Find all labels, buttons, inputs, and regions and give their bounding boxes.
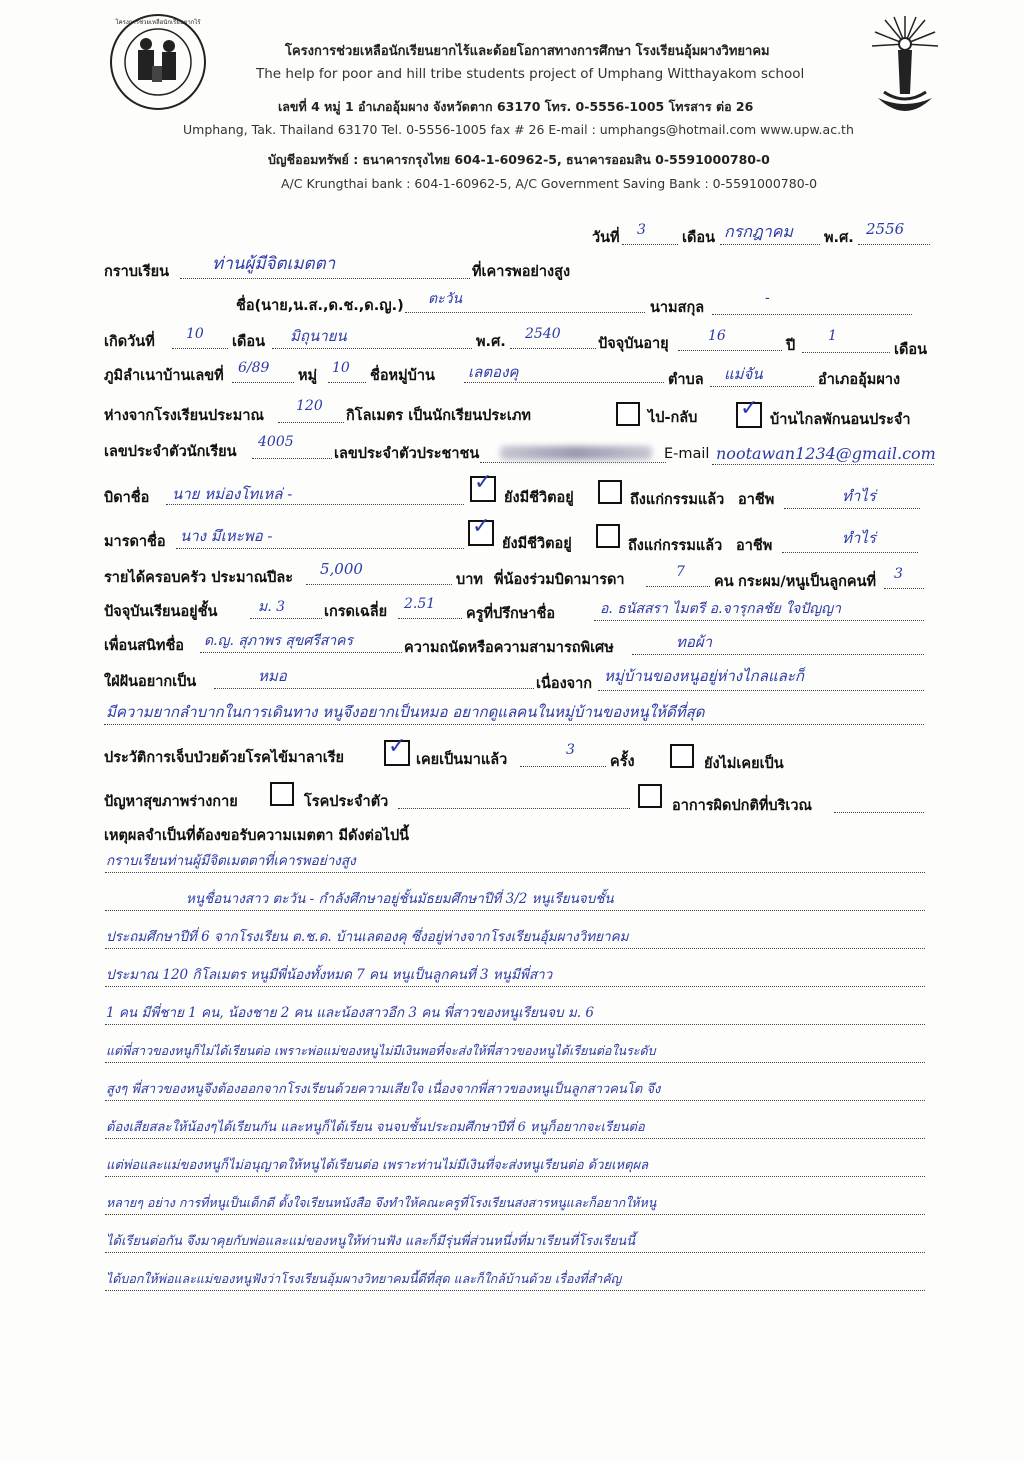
abnormal-label: อาการผิดปกติที่บริเวณ (672, 798, 812, 814)
birth-day-label: เกิดวันที่ (104, 334, 155, 350)
advisor-label: ครูที่ปรึกษาชื่อ (466, 606, 556, 622)
home-no: 6/89 (238, 360, 270, 376)
age-years: 16 (708, 328, 726, 344)
order-label: กระผม/หนูเป็นลูกคนที่ (738, 574, 877, 590)
birth-month: มิถุนายน (290, 327, 347, 345)
essay-line: ประถมศึกษาปีที่ 6 จากโรงเรียน ต.ช.ด. บ้านเลตองคุ ซึ่งอยู่ห่างจากโรงเรียนอุ้มผางวิทยาคม (106, 929, 629, 945)
distance-value: 120 (296, 398, 323, 414)
father-deceased-checkbox[interactable] (598, 480, 622, 504)
school-project-logo (108, 12, 208, 112)
chronic-checkbox[interactable] (270, 782, 294, 806)
header-bank-en: A/C Krungthai bank : 604-1-60962-5, A/C Government Saving Bank : 0-5591000780-0 (281, 176, 818, 191)
month-value: กรกฎาคม (724, 222, 793, 241)
essay-line: หลายๆ อย่าง การที่หนูเป็นเด็กดี ตั้งใจเรียนหนังสือ จึงทำให้คณะครูที่โรงเรียนสงสารหนูและก็อยากให้หนู (106, 1195, 657, 1210)
email-value: nootawan1234@gmail.com (716, 444, 936, 463)
check-mark-icon: ✓ (472, 514, 491, 539)
father-alive-label: ยังมีชีวิตอยู่ (504, 490, 574, 506)
check-mark-icon: ✓ (388, 734, 407, 759)
mother-job-label: อาชีพ (736, 538, 773, 554)
commute-label: ไป-กลับ (648, 410, 698, 426)
surname-value: - (765, 290, 770, 306)
father-deceased-label: ถึงแก่กรรมแล้ว (630, 492, 725, 508)
header-title-th: โครงการช่วยเหลือนักเรียนยากไร้และด้อยโอกาสทางการศึกษา โรงเรียนอุ้มผางวิทยาคม (285, 44, 770, 59)
malaria-no-checkbox[interactable] (670, 744, 694, 768)
name-value: ตะวัน (428, 291, 463, 307)
malaria-times: 3 (566, 742, 575, 758)
header-address-en: Umphang, Tak. Thailand 63170 Tel. 0-5556-1005 fax # 26 E-mail : umphangs@hotmail.com www.upw.ac.th (183, 122, 854, 137)
essay-line: ประมาณ 120 กิโลเมตร หนูมีพี่น้องทั้งหมด 7 คน หนูเป็นลูกคนที่ 3 หนูมีพี่สาว (106, 967, 553, 983)
malaria-no-label: ยังไม่เคยเป็น (704, 756, 784, 772)
surname-label: นามสกุล (650, 300, 705, 316)
check-mark-icon: ✓ (740, 396, 759, 421)
dear-value: ท่านผู้มีจิตเมตตา (212, 254, 336, 274)
persons-label: คน (714, 574, 734, 590)
because-line-2: มีความยากลำบากในการเดินทาง หนูจึงอยากเป็นหมอ อยากดูแลคนในหมู่บ้านของหนูให้ดีที่สุด (106, 703, 705, 721)
abnormal-checkbox[interactable] (638, 784, 662, 808)
times-label: ครั้ง (610, 754, 635, 770)
malaria-yes-checkbox[interactable] (384, 734, 410, 766)
health-label: ปัญหาสุขภาพร่างกาย (104, 794, 238, 810)
header-bank-th: บัญชีออมทรัพย์ : ธนาคารกรุงไทย 604-1-60962-5, ธนาคารออมสิน 0-5591000780-0 (268, 152, 770, 167)
header-title-en: The help for poor and hill tribe students project of Umphang Witthayakom school (256, 66, 805, 82)
because-label: เนื่องจาก (536, 676, 593, 692)
essay-line: ได้เรียนต่อกัน จึงมาคุยกับพ่อและแม่ของหนูให้ท่านฟัง และก็มีรุ่นพี่ส่วนหนึ่งที่มาเรียนที่โรงเรียนนี้ (106, 1234, 636, 1249)
school-emblem-logo (870, 14, 940, 124)
boarding-checkbox[interactable] (736, 396, 762, 428)
date-label: วันที่ (592, 230, 620, 246)
km-label: กิโลเมตร เป็นนักเรียนประเภท (346, 408, 531, 424)
home-label: ภูมิลำเนาบ้านเลขที่ (104, 368, 224, 384)
mother-value: นาง มึเหะพอ - (180, 527, 273, 545)
email-label: E-mail (664, 446, 710, 462)
years-label: ปี (786, 338, 796, 354)
mother-label: มารดาชื่อ (104, 534, 166, 550)
essay-line: ได้บอกให้พ่อและแม่ของหนูฟังว่าโรงเรียนอุ้มผางวิทยาคมนี้ดีที่สุด และก็ใกล้บ้านด้วย เรื่องที่สำคัญ (106, 1271, 622, 1286)
father-job-label: อาชีพ (738, 492, 775, 508)
dear-label: กราบเรียน (104, 264, 170, 280)
months-label: เดือน (894, 342, 927, 358)
distance-label: ห่างจากโรงเรียนประมาณ (104, 408, 264, 424)
advisor-value: อ. ธนัสสรา ไมตรี อ.จารุกลชัย ใจปัญญา (600, 601, 841, 617)
date-value: 3 (637, 222, 646, 238)
chronic-label: โรคประจำตัว (304, 794, 389, 810)
essay-line: 1 คน มีพี่ชาย 1 คน, น้องชาย 2 คน และน้องสาวอีก 3 คน พี่สาวของหนูเรียนจบ ม. 6 (106, 1005, 594, 1021)
siblings-value: 7 (676, 564, 685, 580)
essay-line: ต้องเสียสละให้น้องๆได้เรียนกัน และหนูก็ได้เรียน จนจบชั้นประถมศึกษาปีที่ 6 หนูก็อยากจะเรียนต่อ (106, 1120, 645, 1135)
student-id-label: เลขประจำตัวนักเรียน (104, 444, 237, 460)
citizen-id-redacted (500, 446, 652, 460)
father-alive-checkbox[interactable] (470, 470, 496, 502)
father-value: นาย หม่องโทเหล่ - (172, 485, 293, 503)
check-mark-icon: ✓ (474, 470, 493, 495)
father-label: บิดาชื่อ (104, 490, 150, 506)
svg-text:โครงการช่วยเหลือนักเรียนยากไร้: โครงการช่วยเหลือนักเรียนยากไร้ (115, 19, 201, 26)
talent-value: ทอผ้า (676, 633, 713, 651)
birth-day: 10 (186, 326, 204, 342)
reason-label: เหตุผลจำเป็นที่ต้องขอรับความเมตตา มีดังต่อไปนี้ (104, 828, 410, 844)
district-label: อำเภออุ้มผาง (818, 372, 901, 388)
dream-label: ใฝ่ฝันอยากเป็น (104, 674, 197, 690)
malaria-label: ประวัติการเจ็บป่วยด้วยโรคไข้มาลาเรีย (104, 750, 345, 766)
year-label: พ.ศ. (824, 230, 854, 246)
age-label: ปัจจุบันอายุ (598, 336, 669, 352)
essay-line: สูงๆ พี่สาวของหนูจึงต้องออกจากโรงเรียนด้วยความเสียใจ เนื่องจากพี่สาวของหนูเป็นลูกสาวคนโต จึง (106, 1082, 661, 1097)
talent-label: ความถนัดหรือความสามารถพิเศษ (404, 640, 614, 656)
siblings-label: พี่น้องร่วมบิดามารดา (494, 572, 625, 588)
essay-line: แต่พ่อและแม่ของหนูก็ไม่อนุญาตให้หนูได้เรียนต่อ เพราะท่านไม่มีเงินที่จะส่งหนูเรียนต่อ ด้วยเหตุผล (106, 1158, 649, 1173)
boarding-label: บ้านไกลพักนอนประจำ (770, 412, 911, 428)
village-label: ชื่อหมู่บ้าน (370, 368, 435, 384)
order-value: 3 (894, 566, 903, 582)
birth-month-label: เดือน (232, 334, 265, 350)
father-job: ทำไร่ (842, 487, 876, 505)
grade-label: ปัจจุบันเรียนอยู่ชั้น (104, 604, 218, 620)
baht-label: บาท (456, 572, 483, 588)
gpa-label: เกรดเฉลี่ย (324, 604, 388, 620)
commute-checkbox[interactable] (616, 402, 640, 426)
village-value: เลตองคุ (468, 363, 519, 381)
because-line-1: หมู่บ้านของหนูอยู่ห่างไกลและก็ (604, 667, 804, 685)
mother-deceased-label: ถึงแก่กรรมแล้ว (628, 538, 723, 554)
mother-job: ทำไร่ (842, 529, 876, 547)
student-id-value: 4005 (258, 434, 294, 450)
mother-alive-checkbox[interactable] (468, 514, 494, 546)
birth-year-label: พ.ศ. (476, 334, 506, 350)
citizen-id-label: เลขประจำตัวประชาชน (334, 446, 480, 462)
age-months: 1 (828, 328, 837, 344)
mother-deceased-checkbox[interactable] (596, 524, 620, 548)
malaria-yes-label: เคยเป็นมาแล้ว (416, 752, 508, 768)
name-label: ชื่อ(นาย,น.ส.,ด.ช.,ด.ญ.) (236, 298, 404, 314)
mother-alive-label: ยังมีชีวิตอยู่ (502, 536, 572, 552)
income-label: รายได้ครอบครัว ประมาณปีละ (104, 570, 294, 586)
header-address-th: เลขที่ 4 หมู่ 1 อำเภออุ้มผาง จังหวัดตาก 63170 โทร. 0-5556-1005 โทรสาร ต่อ 26 (278, 99, 754, 114)
moo-label: หมู่ (298, 368, 318, 384)
gpa-value: 2.51 (404, 596, 436, 612)
dream-value: หมอ (258, 667, 287, 685)
year-value: 2556 (866, 220, 905, 238)
friend-value: ด.ญ. สุภาพร สุขศรีสาคร (204, 633, 354, 649)
tambon-label: ตำบล (668, 372, 704, 388)
dear-suffix: ที่เคารพอย่างสูง (472, 264, 571, 280)
tambon-value: แม่จัน (724, 365, 763, 383)
birth-year: 2540 (525, 326, 561, 342)
month-label: เดือน (682, 230, 715, 246)
essay-line: กราบเรียนท่านผู้มีจิตเมตตาที่เคารพอย่างสูง (106, 853, 356, 869)
moo-value: 10 (332, 360, 350, 376)
income-value: 5,000 (320, 560, 363, 578)
essay-line: หนูชื่อนางสาว ตะวัน - กำลังศึกษาอยู่ชั้นมัธยมศึกษาปีที่ 3/2 หนูเรียนจบชั้น (186, 891, 614, 907)
friend-label: เพื่อนสนิทชื่อ (104, 638, 185, 654)
essay-line: แต่พี่สาวของหนูก็ไม่ได้เรียนต่อ เพราะพ่อแม่ของหนูไม่มีเงินพอที่จะส่งให้พี่สาวของหนูได้เรียนต่อในระดับ (106, 1043, 656, 1058)
grade-value: ม. 3 (258, 599, 286, 615)
